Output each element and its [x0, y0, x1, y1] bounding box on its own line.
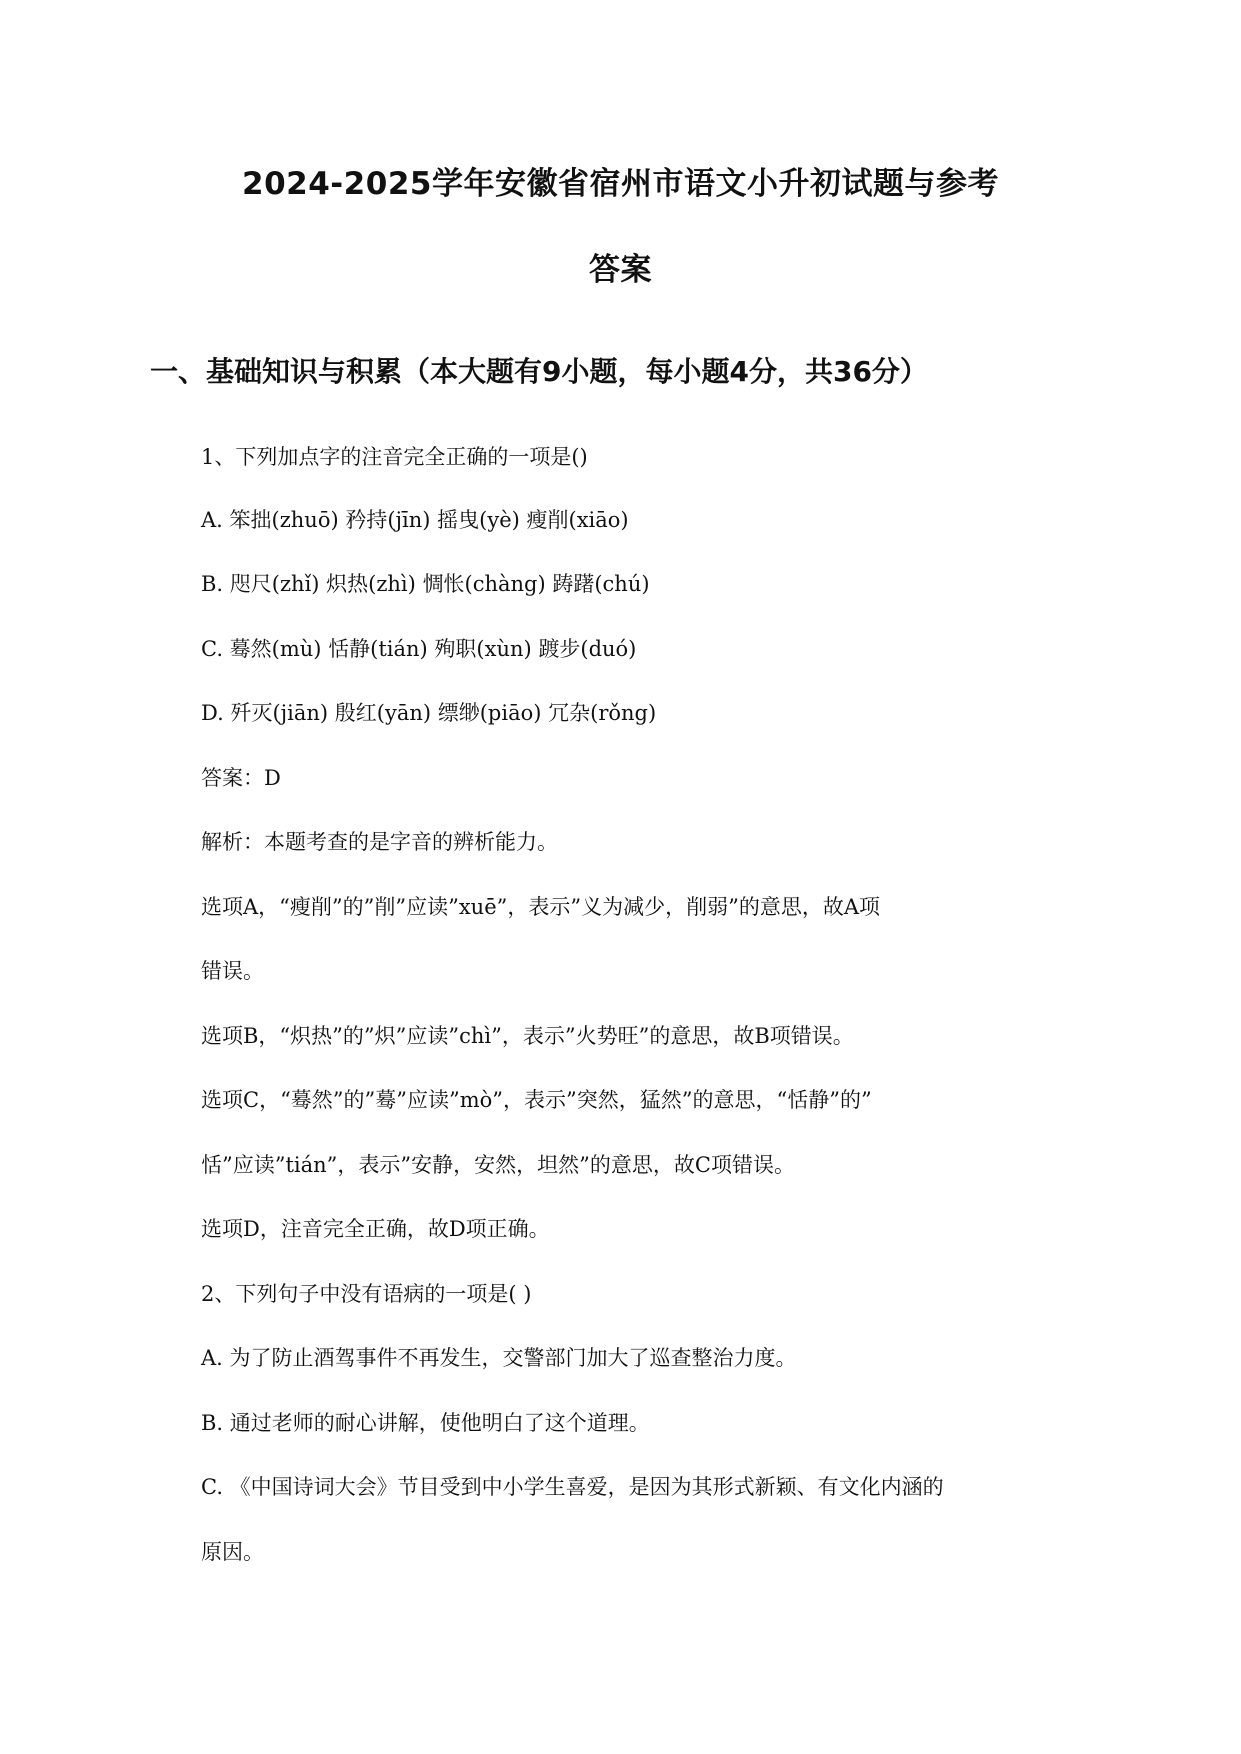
section-heading: 一、基础知识与积累（本大题有9小题，每小题4分，共36分）	[150, 355, 928, 388]
question-2-option-c: C. 《中国诗词大会》节目受到中小学生喜爱，是因为其形式新颖、有文化内涵的	[201, 1475, 944, 1499]
question-1-option-c: C. 蓦然(mù) 恬静(tián) 殉职(xùn) 踱步(duó)	[201, 637, 637, 661]
question-1-analysis-option-c-continued: 恬”应读”tián”，表示”安静，安然，坦然”的意思，故C项错误。	[201, 1153, 795, 1177]
question-1-answer: 答案：D	[201, 766, 281, 790]
question-1-option-a: A. 笨拙(zhuō) 矜持(jīn) 摇曳(yè) 瘦削(xiāo)	[201, 508, 629, 532]
question-1-analysis-option-a-continued: 错误。	[201, 959, 264, 983]
question-2-option-c-continued: 原因。	[201, 1540, 264, 1564]
question-2-option-b: B. 通过老师的耐心讲解，使他明白了这个道理。	[201, 1411, 650, 1435]
question-2-stem: 2、下列句子中没有语病的一项是( )	[201, 1282, 532, 1306]
document-title-line-2: 答案	[589, 252, 652, 288]
question-1-analysis-intro: 解析：本题考查的是字音的辨析能力。	[201, 830, 558, 854]
question-1-analysis-option-a: 选项A，“瘦削”的”削”应读”xuē”，表示”义为减少，削弱”的意思，故A项	[201, 895, 881, 919]
question-1-stem: 1、下列加点字的注音完全正确的一项是()	[201, 445, 588, 469]
question-1-option-d: D. 歼灭(jiān) 殷红(yān) 缥缈(piāo) 冗杂(rǒng)	[201, 701, 657, 725]
question-2-option-a: A. 为了防止酒驾事件不再发生，交警部门加大了巡查整治力度。	[201, 1346, 797, 1370]
document-title-line-1: 2024-2025学年安徽省宿州市语文小升初试题与参考	[242, 166, 999, 202]
question-1-analysis-option-b: 选项B，“炽热”的”炽”应读”chì”，表示”火势旺”的意思，故B项错误。	[201, 1024, 854, 1048]
question-1-analysis-option-c: 选项C，“蓦然”的”蓦”应读”mò”，表示”突然，猛然”的意思，“恬静”的”	[201, 1088, 872, 1112]
question-1-analysis-option-d: 选项D，注音完全正确，故D项正确。	[201, 1217, 550, 1241]
question-1-option-b: B. 咫尺(zhǐ) 炽热(zhì) 惆怅(chàng) 踌躇(chú)	[201, 572, 650, 596]
